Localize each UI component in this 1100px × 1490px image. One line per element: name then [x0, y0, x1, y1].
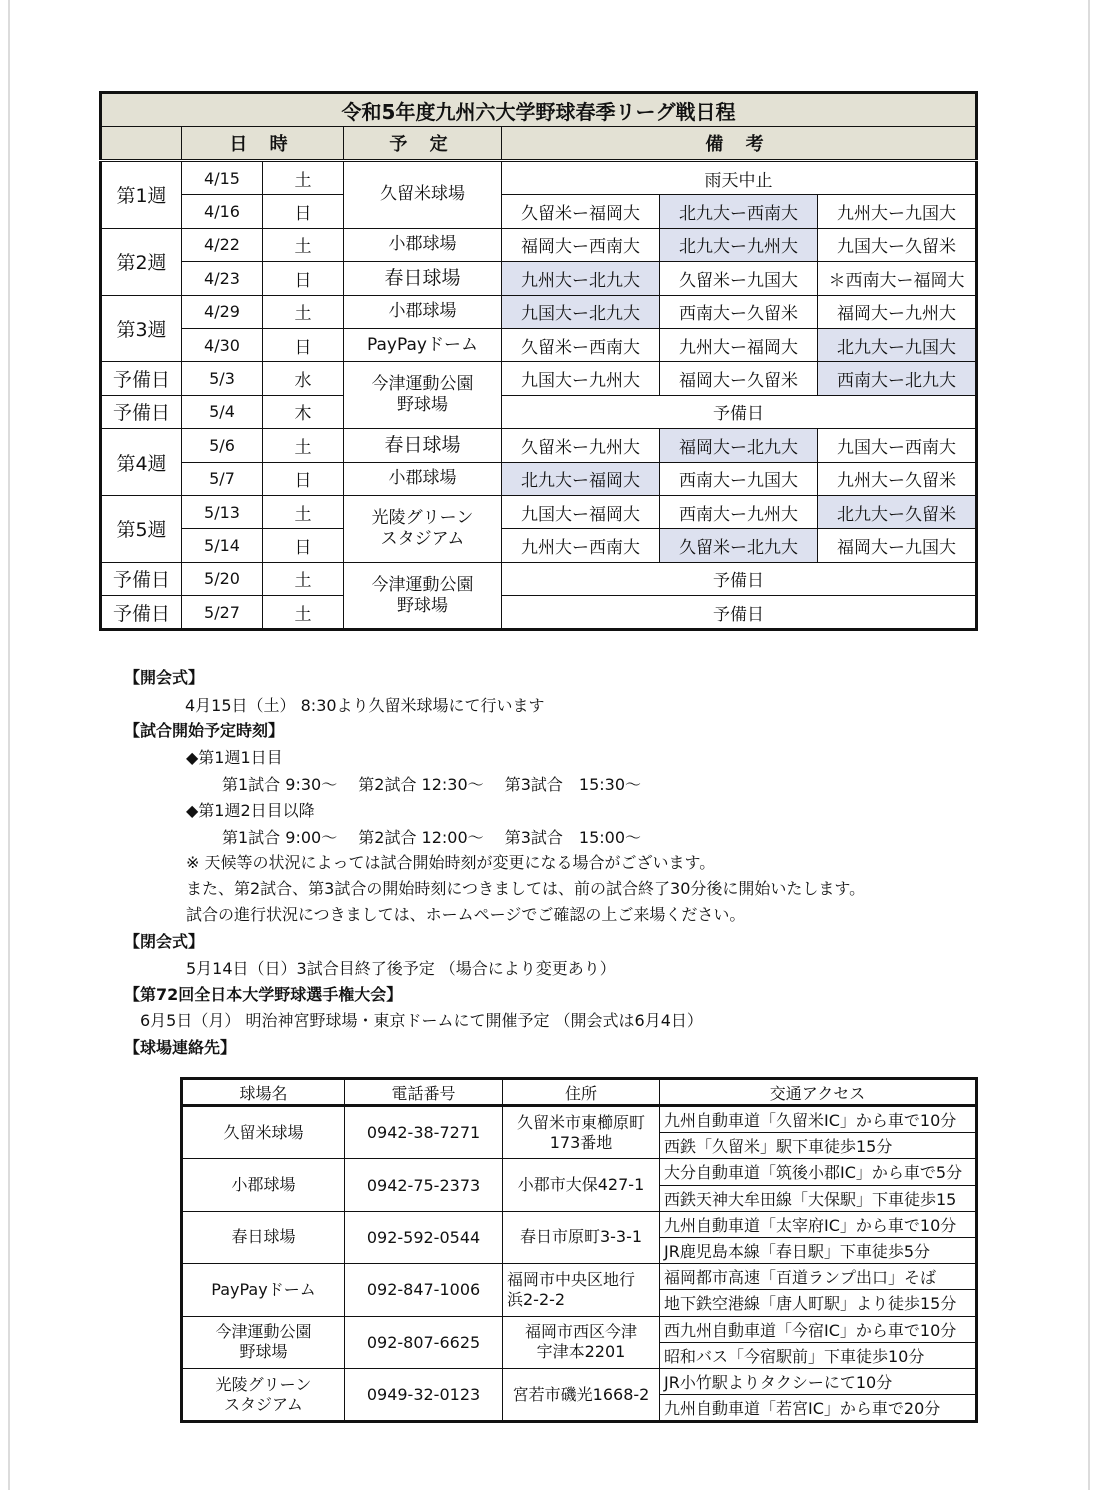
venue-phone: 092-592-0544 — [345, 1211, 503, 1263]
date-cell: 4/30 — [182, 328, 263, 361]
week-label: 予備日 — [101, 395, 182, 428]
venue-cell: 小郡球場 — [344, 295, 502, 328]
day-cell: 日 — [263, 262, 344, 295]
venue-name-text: PayPayドーム — [211, 1279, 316, 1299]
venue-address — [503, 1264, 660, 1316]
game-cell: 九国大ー福岡大 — [502, 495, 660, 528]
venue-row — [182, 1211, 977, 1237]
venue-access: 昭和バス「今宿駅前」下車徒歩10分 — [660, 1342, 977, 1368]
venue-cell: 小郡球場 — [344, 462, 502, 495]
game-cell: 福岡大ー北九大 — [660, 429, 818, 462]
date-cell: 5/3 — [182, 362, 263, 395]
venue-name-text: 小郡球場 — [231, 1175, 296, 1195]
week-label: 第2週 — [101, 228, 182, 295]
game-cell: 九州大ー九国大 — [818, 195, 977, 228]
national-text: 6月5日（月） 明治神宮野球場・東京ドームにて開催予定 （開会式は6月4日） — [140, 1011, 703, 1030]
venue-name-text: 春日球場 — [231, 1227, 296, 1247]
date-cell: 5/13 — [182, 495, 263, 528]
game-cell: 福岡大ー西南大 — [502, 228, 660, 261]
venue-line: 光陵グリーン スタジアム — [371, 507, 474, 549]
game-cell: 西南大ー北九大 — [818, 362, 977, 395]
venue-name-text: 光陵グリーン スタジアム — [215, 1374, 312, 1414]
venue-row — [182, 1264, 977, 1290]
game-cell: 北九大ー久留米 — [818, 495, 977, 528]
venue-access: 大分自動車道「筑後小郡IC」から車で5分 — [660, 1159, 977, 1185]
game-cell: 西南大ー九国大 — [660, 462, 818, 495]
venue-row — [182, 1106, 977, 1133]
venue-name — [182, 1316, 345, 1368]
date-cell: 4/16 — [182, 195, 263, 228]
day-cell: 日 — [263, 462, 344, 495]
venue-access: 西鉄「久留米」駅下車徒歩15分 — [660, 1133, 977, 1159]
game-cell: 九州大ー福岡大 — [660, 328, 818, 361]
schedule-row — [101, 462, 977, 495]
day-cell: 土 — [263, 596, 344, 630]
game-cell: 福岡大ー久留米 — [660, 362, 818, 395]
schedule-row — [101, 596, 977, 630]
week-label: 予備日 — [101, 362, 182, 395]
schedule-row — [101, 228, 977, 261]
game-cell: 北九大ー西南大 — [660, 195, 818, 228]
schedule-row — [101, 328, 977, 361]
caution-line-3: 試合の進行状況につきましては、ホームページでご確認の上ご来場ください。 — [186, 905, 746, 924]
venue-cell: PayPayドーム — [344, 328, 502, 361]
game-cell: 福岡大ー九国大 — [818, 529, 977, 562]
venue-address — [503, 1211, 660, 1263]
venue-cell — [344, 562, 502, 630]
day-cell: 土 — [263, 228, 344, 261]
schedule-row — [101, 495, 977, 528]
opening-text: 4月15日（土） 8:30より久留米球場にて行います — [185, 696, 545, 715]
start-time-title: 【試合開始予定時刻】 — [124, 721, 285, 740]
venue-address — [503, 1159, 660, 1211]
venue-name — [182, 1106, 345, 1159]
date-cell: 4/22 — [182, 228, 263, 261]
venue-row — [182, 1159, 977, 1185]
week-label: 予備日 — [101, 562, 182, 595]
day-cell: 土 — [263, 429, 344, 462]
schedule-row — [101, 529, 977, 562]
venue-phone: 092-847-1006 — [345, 1264, 503, 1316]
date-cell: 5/6 — [182, 429, 263, 462]
header-remarks: 備 考 — [502, 127, 977, 161]
venue-access: 九州自動車道「久留米IC」から車で10分 — [660, 1106, 977, 1133]
game-cell: 久留米ー福岡大 — [502, 195, 660, 228]
header-week-blank — [101, 127, 182, 161]
remark-cell: 予備日 — [502, 562, 977, 595]
venue-cell: 久留米球場 — [344, 161, 502, 229]
venue-cell: 小郡球場 — [344, 228, 502, 261]
week-label: 第5週 — [101, 495, 182, 562]
venue-row — [182, 1368, 977, 1394]
game-cell: 九州大ー北九大 — [502, 262, 660, 295]
caution-line-1: ※ 天候等の状況によっては試合開始時刻が変更になる場合がございます。 — [186, 853, 716, 872]
day-cell: 日 — [263, 195, 344, 228]
venue-address — [503, 1368, 660, 1421]
week-label: 第1週 — [101, 161, 182, 229]
game-cell: 九国大ー久留米 — [818, 228, 977, 261]
venue-address-text: 小郡市大保427-1 — [517, 1175, 645, 1195]
remark-cell: 予備日 — [502, 596, 977, 630]
date-cell: 5/20 — [182, 562, 263, 595]
schedule-header-row — [101, 127, 977, 161]
closing-title: 【閉会式】 — [124, 932, 205, 951]
schedule-row — [101, 429, 977, 462]
caution-line-2: また、第2試合、第3試合の開始時刻につきましては、前の試合終了30分後に開始いたします。 — [186, 879, 866, 898]
venue-header-row — [182, 1079, 977, 1106]
day-cell: 木 — [263, 395, 344, 428]
game-cell: 九州大ー西南大 — [502, 529, 660, 562]
venue-cell — [344, 362, 502, 429]
schedule-row — [101, 161, 977, 195]
venue-name — [182, 1211, 345, 1263]
game-cell: 北九大ー九州大 — [660, 228, 818, 261]
date-cell: 5/14 — [182, 529, 263, 562]
date-cell: 4/23 — [182, 262, 263, 295]
venue-line: 今津運動公園 野球場 — [371, 374, 474, 416]
venue-header-access: 交通アクセス — [660, 1079, 977, 1106]
date-cell: 5/4 — [182, 395, 263, 428]
opening-title: 【開会式】 — [124, 668, 205, 687]
game-cell: 西南大ー九州大 — [660, 495, 818, 528]
game-cell: 西南大ー久留米 — [660, 295, 818, 328]
day1-title: ◆第1週1日目 — [186, 748, 283, 767]
venue-cell: 春日球場 — [344, 429, 502, 462]
venue-header-address: 住所 — [503, 1079, 660, 1106]
schedule-row — [101, 395, 977, 428]
remark-cell: 予備日 — [502, 395, 977, 428]
date-cell: 4/29 — [182, 295, 263, 328]
week-label: 第3週 — [101, 295, 182, 362]
venue-line: 今津運動公園 野球場 — [371, 574, 474, 616]
venue-access: 西九州自動車道「今宿IC」から車で10分 — [660, 1316, 977, 1342]
venue-address — [503, 1106, 660, 1159]
venue-cell: 春日球場 — [344, 262, 502, 295]
day1-times: 第1試合 9:30～ 第2試合 12:30～ 第3試合 15:30～ — [222, 775, 642, 794]
header-datetime: 日 時 — [182, 127, 344, 161]
game-cell: ＊西南大ー福岡大 — [818, 262, 977, 295]
day2-times: 第1試合 9:00～ 第2試合 12:00～ 第3試合 15:00～ — [222, 828, 642, 847]
header-plan: 予 定 — [344, 127, 502, 161]
venue-name-text: 今津運動公園 野球場 — [215, 1322, 312, 1362]
closing-text: 5月14日（日）3試合目終了後予定 （場合により変更あり） — [186, 959, 616, 978]
game-cell: 九州大ー久留米 — [818, 462, 977, 495]
week-label: 第4週 — [101, 429, 182, 496]
venue-cell — [344, 495, 502, 562]
game-cell: 久留米ー西南大 — [502, 328, 660, 361]
remark-cell: 雨天中止 — [502, 161, 977, 195]
contacts-title: 【球場連絡先】 — [124, 1038, 237, 1057]
venue-address-text: 宮若市磯光1668-2 — [512, 1384, 650, 1404]
venue-table — [180, 1077, 978, 1423]
venue-address-text: 久留米市東櫛原町 173番地 — [516, 1112, 645, 1152]
venue-name — [182, 1159, 345, 1211]
venue-access: 九州自動車道「若宮IC」から車で20分 — [660, 1395, 977, 1422]
schedule-row — [101, 195, 977, 228]
date-cell: 5/27 — [182, 596, 263, 630]
schedule-row — [101, 362, 977, 395]
national-title: 【第72回全日本大学野球選手権大会】 — [124, 985, 403, 1004]
venue-name — [182, 1264, 345, 1316]
game-cell: 久留米ー九州大 — [502, 429, 660, 462]
venue-phone: 0942-38-7271 — [345, 1106, 503, 1159]
venue-access: 福岡都市高速「百道ランプ出口」そば — [660, 1264, 977, 1290]
page-edge-left — [8, 0, 10, 1490]
day-cell: 土 — [263, 562, 344, 595]
date-cell: 5/7 — [182, 462, 263, 495]
venue-row — [182, 1316, 977, 1342]
venue-phone: 092-807-6625 — [345, 1316, 503, 1368]
venue-access: 地下鉄空港線「唐人町駅」より徒歩15分 — [660, 1290, 977, 1316]
venue-phone: 0949-32-0123 — [345, 1368, 503, 1421]
game-cell: 九国大ー北九大 — [502, 295, 660, 328]
day-cell: 土 — [263, 295, 344, 328]
schedule-row — [101, 262, 977, 295]
schedule-row — [101, 295, 977, 328]
schedule-row — [101, 562, 977, 595]
game-cell: 福岡大ー九州大 — [818, 295, 977, 328]
venue-header-name: 球場名 — [182, 1079, 345, 1106]
day-cell: 土 — [263, 495, 344, 528]
page-edge-right — [1088, 0, 1090, 1490]
venue-header-phone: 電話番号 — [345, 1079, 503, 1106]
date-cell: 4/15 — [182, 161, 263, 195]
venue-name-text: 久留米球場 — [223, 1122, 304, 1142]
day-cell: 水 — [263, 362, 344, 395]
schedule-title: 令和5年度九州六大学野球春季リーグ戦日程 — [101, 93, 977, 127]
week-label: 予備日 — [101, 596, 182, 630]
day2-title: ◆第1週2日目以降 — [186, 801, 315, 820]
day-cell: 土 — [263, 161, 344, 195]
game-cell: 久留米ー北九大 — [660, 529, 818, 562]
day-cell: 日 — [263, 529, 344, 562]
venue-access: JR小竹駅よりタクシーにて10分 — [660, 1368, 977, 1394]
game-cell: 九国大ー西南大 — [818, 429, 977, 462]
venue-access: 西鉄天神大牟田線「大保駅」下車徒歩15 — [660, 1185, 977, 1211]
venue-address-text: 春日市原町3-3-1 — [519, 1227, 643, 1247]
venue-address-text: 福岡市中央区地行 浜2-2-2 — [507, 1269, 636, 1309]
venue-address-text: 福岡市西区今津 宇津本2201 — [524, 1322, 637, 1362]
day-cell: 日 — [263, 328, 344, 361]
venue-address — [503, 1316, 660, 1368]
game-cell: 北九大ー福岡大 — [502, 462, 660, 495]
venue-access: JR鹿児島本線「春日駅」下車徒歩5分 — [660, 1237, 977, 1263]
schedule-table — [99, 91, 978, 631]
venue-phone: 0942-75-2373 — [345, 1159, 503, 1211]
venue-access: 九州自動車道「太宰府IC」から車で10分 — [660, 1211, 977, 1237]
venue-name — [182, 1368, 345, 1421]
game-cell: 久留米ー九国大 — [660, 262, 818, 295]
game-cell: 九国大ー九州大 — [502, 362, 660, 395]
game-cell: 北九大ー九国大 — [818, 328, 977, 361]
